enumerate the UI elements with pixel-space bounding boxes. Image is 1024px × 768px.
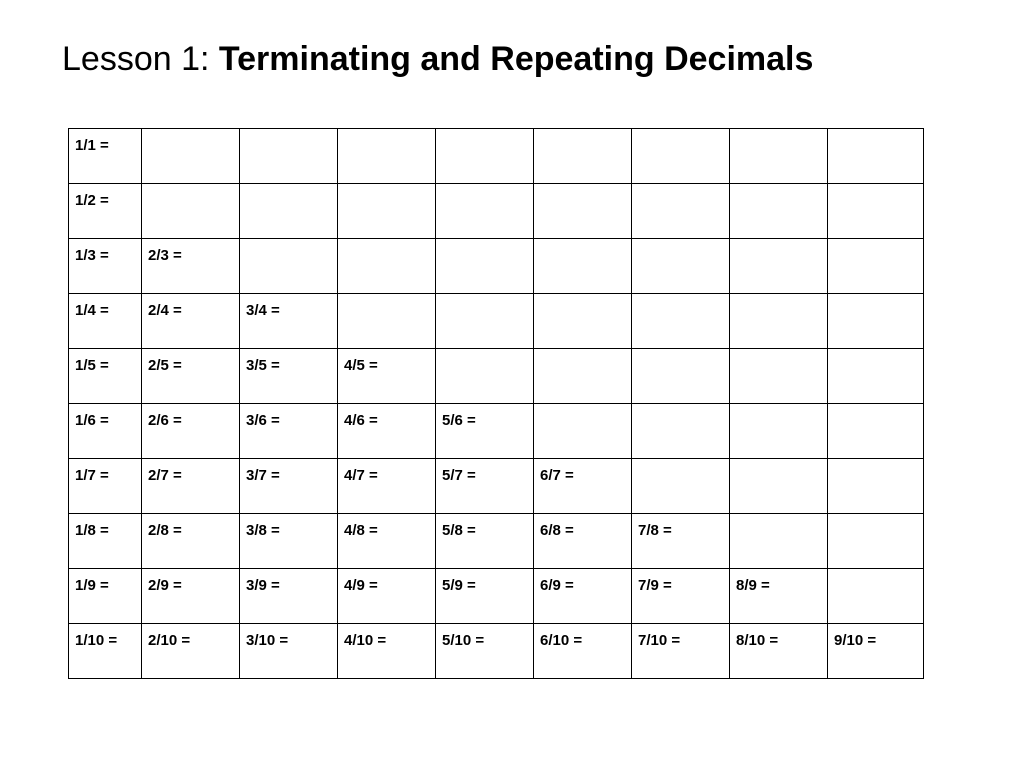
fraction-label: 6/8 = (540, 522, 574, 539)
title-prefix: Lesson 1: (62, 40, 219, 78)
table-cell (69, 349, 142, 404)
table-row (69, 129, 924, 184)
fraction-label: 1/6 = (75, 412, 109, 429)
table-row (69, 514, 924, 569)
table-cell[interactable] (828, 349, 924, 404)
table-cell (142, 459, 240, 514)
table-cell (240, 514, 338, 569)
fraction-label: 3/7 = (246, 467, 280, 484)
table-cell (69, 294, 142, 349)
fraction-label: 4/10 = (344, 632, 387, 649)
fraction-label: 3/8 = (246, 522, 280, 539)
fraction-label: 7/9 = (638, 577, 672, 594)
table-cell[interactable] (828, 239, 924, 294)
table-cell[interactable] (436, 349, 534, 404)
table-cell (69, 514, 142, 569)
table-cell[interactable] (534, 404, 632, 459)
table-cell (436, 514, 534, 569)
fraction-label: 5/9 = (442, 577, 476, 594)
fraction-table (68, 128, 924, 679)
table-cell[interactable] (730, 404, 828, 459)
table-cell[interactable] (534, 294, 632, 349)
fraction-label: 2/10 = (148, 632, 191, 649)
table-cell (828, 624, 924, 679)
table-cell[interactable] (730, 349, 828, 404)
table-cell[interactable] (338, 129, 436, 184)
table-cell (632, 624, 730, 679)
table-cell[interactable] (338, 239, 436, 294)
fraction-label: 4/7 = (344, 467, 378, 484)
table-cell (632, 514, 730, 569)
table-cell[interactable] (730, 184, 828, 239)
table-cell[interactable] (240, 239, 338, 294)
fraction-label: 4/8 = (344, 522, 378, 539)
fraction-label: 7/10 = (638, 632, 681, 649)
table-row (69, 294, 924, 349)
fraction-label: 1/4 = (75, 302, 109, 319)
table-cell (730, 624, 828, 679)
fraction-label: 8/10 = (736, 632, 779, 649)
table-cell[interactable] (632, 349, 730, 404)
fraction-label: 3/9 = (246, 577, 280, 594)
table-cell (338, 459, 436, 514)
table-cell (142, 239, 240, 294)
table-cell (69, 239, 142, 294)
table-cell (142, 294, 240, 349)
table-cell (69, 624, 142, 679)
fraction-label: 1/5 = (75, 357, 109, 374)
table-cell[interactable] (534, 129, 632, 184)
table-cell[interactable] (632, 129, 730, 184)
table-cell[interactable] (730, 294, 828, 349)
table-cell (534, 459, 632, 514)
table-cell[interactable] (142, 184, 240, 239)
table-cell[interactable] (632, 459, 730, 514)
table-row (69, 404, 924, 459)
table-cell (338, 514, 436, 569)
fraction-label: 1/10 = (75, 632, 118, 649)
table-cell (240, 349, 338, 404)
table-cell[interactable] (828, 459, 924, 514)
table-cell (142, 404, 240, 459)
fraction-label: 1/2 = (75, 192, 109, 209)
table-cell[interactable] (828, 184, 924, 239)
fraction-label: 3/10 = (246, 632, 289, 649)
table-cell[interactable] (828, 294, 924, 349)
fraction-label: 2/4 = (148, 302, 182, 319)
fraction-label: 2/5 = (148, 357, 182, 374)
table-cell (436, 624, 534, 679)
table-cell[interactable] (240, 129, 338, 184)
table-row (69, 349, 924, 404)
table-cell[interactable] (142, 129, 240, 184)
table-cell[interactable] (436, 294, 534, 349)
table-cell (69, 459, 142, 514)
fraction-label: 2/8 = (148, 522, 182, 539)
fraction-label: 3/6 = (246, 412, 280, 429)
table-row (69, 239, 924, 294)
fraction-label: 2/7 = (148, 467, 182, 484)
fraction-label: 5/6 = (442, 412, 476, 429)
fraction-label: 1/7 = (75, 467, 109, 484)
fraction-label: 2/3 = (148, 247, 182, 264)
fraction-label: 8/9 = (736, 577, 770, 594)
fraction-label: 2/6 = (148, 412, 182, 429)
table-cell (240, 569, 338, 624)
table-cell (338, 569, 436, 624)
table-cell (730, 569, 828, 624)
title-bold: Terminating and Repeating Decimals (218, 40, 814, 78)
table-row (69, 459, 924, 514)
table-cell (69, 404, 142, 459)
table-cell (338, 624, 436, 679)
table-cell (632, 569, 730, 624)
table-cell[interactable] (730, 239, 828, 294)
table-row (69, 184, 924, 239)
fraction-label: 6/7 = (540, 467, 574, 484)
fraction-label: 4/5 = (344, 357, 378, 374)
table-cell[interactable] (632, 239, 730, 294)
fraction-table-body (69, 129, 924, 679)
table-row (69, 624, 924, 679)
fraction-label: 5/8 = (442, 522, 476, 539)
fraction-label: 3/4 = (246, 302, 280, 319)
table-cell[interactable] (534, 184, 632, 239)
table-cell[interactable] (828, 404, 924, 459)
table-cell (69, 184, 142, 239)
table-cell[interactable] (828, 569, 924, 624)
fraction-label: 6/10 = (540, 632, 583, 649)
table-cell (338, 349, 436, 404)
table-cell (142, 349, 240, 404)
table-cell[interactable] (240, 184, 338, 239)
table-cell (142, 624, 240, 679)
table-cell[interactable] (632, 294, 730, 349)
page-title (62, 36, 813, 82)
table-cell[interactable] (338, 184, 436, 239)
table-cell[interactable] (632, 184, 730, 239)
table-cell (338, 404, 436, 459)
fraction-label: 3/5 = (246, 357, 280, 374)
fraction-label: 5/10 = (442, 632, 485, 649)
table-cell[interactable] (338, 294, 436, 349)
table-cell (240, 459, 338, 514)
fraction-label: 4/9 = (344, 577, 378, 594)
fraction-label: 7/8 = (638, 522, 672, 539)
table-cell (436, 459, 534, 514)
table-cell (69, 129, 142, 184)
table-cell (534, 569, 632, 624)
table-cell[interactable] (828, 514, 924, 569)
fraction-label: 6/9 = (540, 577, 574, 594)
table-cell (142, 569, 240, 624)
table-cell (240, 404, 338, 459)
fraction-label: 1/3 = (75, 247, 109, 264)
fraction-label: 9/10 = (834, 632, 877, 649)
fraction-label: 1/1 = (75, 137, 109, 154)
table-cell[interactable] (436, 184, 534, 239)
fraction-label: 5/7 = (442, 467, 476, 484)
table-cell (436, 404, 534, 459)
fraction-label: 4/6 = (344, 412, 378, 429)
table-cell (69, 569, 142, 624)
table-cell[interactable] (730, 459, 828, 514)
table-cell (534, 624, 632, 679)
table-cell[interactable] (730, 129, 828, 184)
table-cell[interactable] (534, 239, 632, 294)
table-cell[interactable] (436, 239, 534, 294)
fraction-label: 2/9 = (148, 577, 182, 594)
table-cell (240, 294, 338, 349)
table-cell (142, 514, 240, 569)
table-cell (436, 569, 534, 624)
fraction-label: 1/8 = (75, 522, 109, 539)
table-cell[interactable] (730, 514, 828, 569)
fraction-label: 1/9 = (75, 577, 109, 594)
table-cell (240, 624, 338, 679)
table-cell[interactable] (436, 129, 534, 184)
table-cell[interactable] (632, 404, 730, 459)
table-cell[interactable] (828, 129, 924, 184)
table-row (69, 569, 924, 624)
table-cell[interactable] (534, 349, 632, 404)
table-cell (534, 514, 632, 569)
